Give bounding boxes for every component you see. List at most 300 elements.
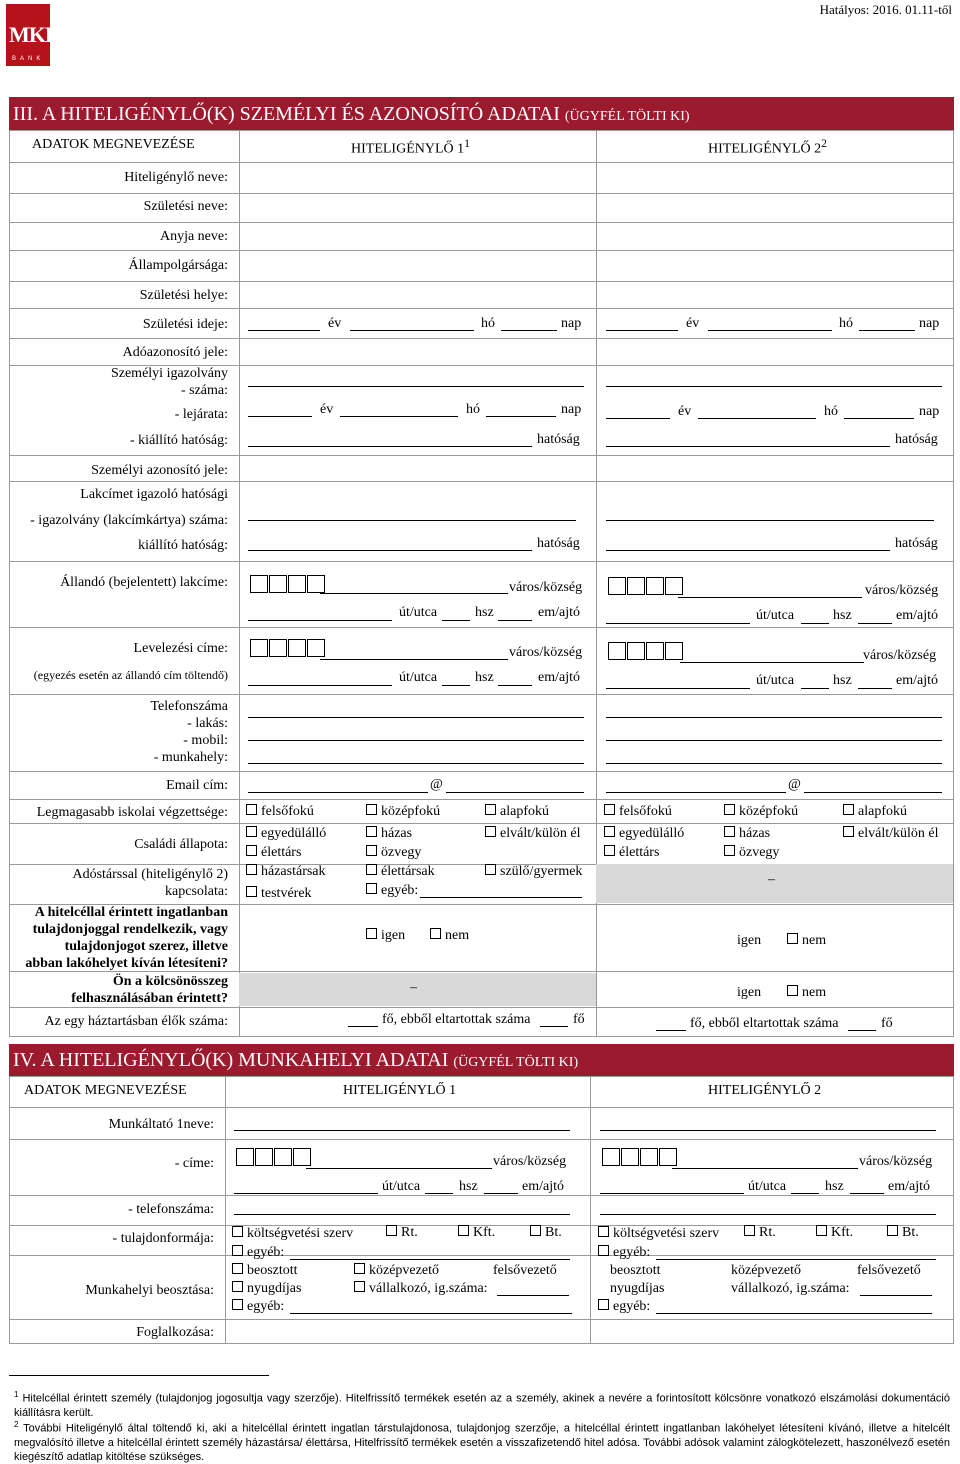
checkbox[interactable] <box>604 804 615 815</box>
s3-col-header-2 <box>708 137 827 158</box>
hsz-field-perm-2[interactable] <box>801 623 829 624</box>
zip-boxes-mail-1[interactable] <box>250 639 326 662</box>
own-other-1[interactable] <box>232 1245 284 1261</box>
zip-boxes-employer-2[interactable] <box>602 1148 678 1171</box>
id-exp-day-field-1[interactable] <box>486 416 556 417</box>
option-label: felsőfokú <box>261 804 314 819</box>
checkbox[interactable] <box>816 1225 827 1236</box>
edu-primary-2[interactable] <box>843 804 907 820</box>
usage-yes-2[interactable] <box>737 985 761 1001</box>
checkbox[interactable] <box>246 864 257 875</box>
checkbox[interactable] <box>232 1245 243 1256</box>
door-field-mail-2[interactable] <box>858 688 892 689</box>
door-field-perm-1[interactable] <box>498 620 532 621</box>
label-birth-place: Születési helye: <box>139 288 228 303</box>
phone-home-field-1[interactable] <box>248 717 584 718</box>
checkbox[interactable] <box>787 933 798 944</box>
hsz-field-employer-1[interactable] <box>425 1193 453 1194</box>
phone-mobile-field-2[interactable] <box>606 740 942 741</box>
label-addr-card-2: - igazolvány (lakcímkártya) száma: <box>30 513 228 528</box>
city-field-mail-2[interactable] <box>680 662 864 663</box>
option-label: élettárs <box>261 845 302 860</box>
label-id-card: Személyi igazolvány <box>110 366 228 381</box>
checkbox[interactable] <box>366 826 377 837</box>
employer-name-field-1[interactable] <box>234 1130 570 1131</box>
marital-widowed-2[interactable] <box>724 845 779 861</box>
grey-na-cell <box>239 973 596 1006</box>
dependents-field-1[interactable] <box>540 1026 568 1027</box>
street-field-employer-2[interactable] <box>600 1193 744 1194</box>
word-utca: út/utca <box>756 608 795 623</box>
label-property-3: tulajdonjogot szerez, illetve <box>64 939 228 954</box>
label-email: Email cím: <box>166 778 228 793</box>
word-hatosag: hatóság <box>895 432 938 447</box>
checkbox[interactable] <box>246 826 257 837</box>
checkbox[interactable] <box>530 1225 541 1236</box>
addr-card-field-1[interactable] <box>248 520 576 521</box>
checkbox[interactable] <box>232 1281 243 1292</box>
door-field-employer-2[interactable] <box>850 1193 884 1194</box>
checkbox[interactable] <box>430 928 441 939</box>
option-label: igen <box>381 928 406 943</box>
door-field-employer-1[interactable] <box>484 1193 518 1194</box>
label-property-2: tulajdonjoggal rendelkezik, vagy <box>32 922 228 937</box>
entrepreneur-number-field-2[interactable] <box>860 1295 932 1296</box>
s4-col-header-2: HITELIGÉNYLŐ 2 <box>708 1083 822 1098</box>
email-user-field-1[interactable] <box>248 792 428 793</box>
birth-month-field-2[interactable] <box>708 330 832 331</box>
checkbox[interactable] <box>843 826 854 837</box>
usage-no-2[interactable] <box>787 985 826 1001</box>
birth-day-field-1[interactable] <box>501 330 557 331</box>
checkbox[interactable] <box>366 883 377 894</box>
label-mother: Anyja neve: <box>159 229 228 244</box>
checkbox[interactable] <box>744 1225 755 1236</box>
checkbox[interactable] <box>366 845 377 856</box>
section-4-title-text: IV. A HITELIGÉNYLŐ(K) MUNKAHELYI ADATAI <box>13 1049 449 1071</box>
label-usage-2: felhasználásában érintett? <box>71 991 228 1006</box>
checkbox[interactable] <box>887 1225 898 1236</box>
household-count-field-1[interactable] <box>348 1026 378 1027</box>
option-label: Bt. <box>902 1225 919 1240</box>
word-emajto: em/ajtó <box>538 605 580 620</box>
own-rt-2[interactable] <box>744 1225 776 1241</box>
word-hatosag: hatóság <box>537 536 580 551</box>
option-label: nem <box>802 933 827 948</box>
word-varos: város/község <box>509 645 583 660</box>
employer-phone-field-2[interactable] <box>600 1214 936 1215</box>
edu-higher-2[interactable] <box>604 804 672 820</box>
option-label: igen <box>737 985 762 1000</box>
hsz-field-mail-1[interactable] <box>442 685 470 686</box>
household-count-field-2[interactable] <box>656 1030 686 1031</box>
word-ho: hó <box>466 402 480 417</box>
household-text-2: fő, ebből eltartottak száma <box>690 1016 839 1031</box>
checkbox[interactable] <box>458 1225 469 1236</box>
option-label: özvegy <box>739 845 780 860</box>
option-label: nem <box>802 985 827 1000</box>
option-label: felsővezető <box>857 1263 921 1278</box>
footnote-divider <box>9 1375 269 1376</box>
option-label: egyéb: <box>613 1245 651 1260</box>
word-ev: év <box>328 316 342 331</box>
option-label: középfokú <box>739 804 799 819</box>
label-marital: Családi állapota: <box>134 837 228 852</box>
marital-partner-2[interactable] <box>604 845 659 861</box>
label-employer-address: - címe: <box>174 1156 214 1171</box>
na-dash: – <box>768 872 775 887</box>
pos-retired-2[interactable] <box>610 1281 664 1297</box>
pos-senior-2[interactable] <box>857 1263 921 1279</box>
checkbox[interactable] <box>724 804 735 815</box>
label-tax-id: Adóazonosító jele: <box>122 345 228 360</box>
label-codebtor-1: Adóstárssal (hiteligénylő 2) <box>72 867 228 882</box>
label-mail-note: (egyezés esetén az állandó cím töltendő) <box>33 668 228 682</box>
footnote-2-number: 2 <box>14 1420 19 1429</box>
own-rt-1[interactable] <box>386 1225 418 1241</box>
word-emajto: em/ajtó <box>888 1179 930 1194</box>
pos-other-1[interactable] <box>232 1299 284 1315</box>
option-label: egyedülálló <box>261 826 327 841</box>
property-no-1[interactable] <box>430 928 469 944</box>
checkbox[interactable] <box>354 1263 365 1274</box>
word-hsz: hsz <box>833 673 852 688</box>
checkbox[interactable] <box>485 864 496 875</box>
checkbox[interactable] <box>787 985 798 996</box>
rel-other[interactable] <box>366 883 418 899</box>
word-nap: nap <box>561 402 582 417</box>
section-3-title-text: III. A HITELIGÉNYLŐ(K) SZEMÉLYI ÉS AZONOSÍTÓ ADATAI <box>13 103 560 125</box>
checkbox[interactable] <box>386 1225 397 1236</box>
option-label: vállalkozó, ig.száma: <box>731 1281 850 1296</box>
option-label: elvált/külön él <box>858 826 939 841</box>
label-usage-1: Ön a kölcsönösszeg <box>112 974 228 989</box>
option-label: nyugdíjas <box>247 1281 302 1296</box>
phone-mobile-field-1[interactable] <box>248 740 584 741</box>
pos-middle-2[interactable] <box>731 1263 801 1279</box>
marital-single-2[interactable] <box>604 826 684 842</box>
own-budget-1[interactable] <box>232 1226 353 1242</box>
marital-widowed-1[interactable] <box>366 845 421 861</box>
id-exp-day-field-2[interactable] <box>844 418 914 419</box>
checkbox[interactable] <box>246 804 257 815</box>
word-emajto: em/ajtó <box>522 1179 564 1194</box>
pos-senior-1[interactable] <box>493 1263 557 1279</box>
label-id-issuer: - kiállító hatóság: <box>130 433 228 448</box>
label-mail-address: Levelezési címe: <box>133 641 228 656</box>
id-number-field-1[interactable] <box>248 386 584 387</box>
s3-col-header-1 <box>351 137 470 158</box>
label-occupation: Foglalkozása: <box>136 1325 214 1340</box>
footnote-1-text: Hitelcéllal érintett személy (tulajdonjog jogosultja vagy szerzője). Hitelfrissítő termékek esetén az a személy, akinek a nevére a forintosított kölcsönre vonatkozó elszámolási dokumentáció kiállításra került. <box>14 1392 950 1419</box>
email-user-field-2[interactable] <box>606 792 786 793</box>
option-label: Rt. <box>759 1225 776 1240</box>
checkbox[interactable] <box>232 1299 243 1310</box>
word-utca: út/utca <box>399 670 438 685</box>
street-field-mail-1[interactable] <box>248 685 392 686</box>
option-label: beosztott <box>247 1263 298 1278</box>
word-utca: út/utca <box>382 1179 421 1194</box>
property-no-2[interactable] <box>787 933 826 949</box>
s4-col-header-1: HITELIGÉNYLŐ 1 <box>343 1083 457 1098</box>
own-kft-2[interactable] <box>816 1225 853 1241</box>
pos-other-2[interactable] <box>598 1299 650 1315</box>
section-4-title <box>9 1044 954 1076</box>
word-ev: év <box>320 402 334 417</box>
rel-parent-child[interactable] <box>485 864 582 880</box>
birth-year-field-2[interactable] <box>606 330 678 331</box>
label-phone-mobile: - mobil: <box>183 733 228 748</box>
option-label: egyéb: <box>247 1299 285 1314</box>
word-ev: év <box>686 316 700 331</box>
label-codebtor-2: kapcsolata: <box>165 884 228 899</box>
zip-boxes-employer-1[interactable] <box>236 1148 312 1171</box>
checkbox[interactable] <box>366 804 377 815</box>
pos-middle-1[interactable] <box>354 1263 439 1279</box>
label-name: Hiteligénylő neve: <box>124 170 228 185</box>
id-number-field-2[interactable] <box>606 386 942 387</box>
hsz-field-mail-2[interactable] <box>801 688 829 689</box>
option-label: alapfokú <box>500 804 549 819</box>
dependents-field-2[interactable] <box>848 1030 876 1031</box>
household-fo-1: fő <box>573 1012 585 1027</box>
rel-other-field[interactable] <box>420 897 582 898</box>
pos-entrepreneur-2[interactable] <box>731 1281 850 1297</box>
marital-married-1[interactable] <box>366 826 412 842</box>
word-utca: út/utca <box>399 605 438 620</box>
street-field-mail-2[interactable] <box>606 688 750 689</box>
label-addr-issuer: kiállító hatóság: <box>138 538 228 553</box>
word-ev: év <box>678 404 692 419</box>
household-fo-2: fő <box>881 1016 893 1031</box>
label-birth-date: Születési ideje: <box>142 317 228 332</box>
word-utca: út/utca <box>756 673 795 688</box>
word-nap: nap <box>919 404 940 419</box>
own-bt-2[interactable] <box>887 1225 919 1241</box>
checkbox[interactable] <box>485 826 496 837</box>
label-position: Munkahelyi beosztása: <box>85 1283 214 1298</box>
marital-single-1[interactable] <box>246 826 326 842</box>
word-varos: város/község <box>863 648 937 663</box>
employer-phone-field-1[interactable] <box>234 1214 570 1215</box>
checkbox[interactable] <box>485 804 496 815</box>
option-label: szülő/gyermek <box>500 864 583 879</box>
footnote-ref-2: 2 <box>821 137 827 150</box>
street-field-perm-1[interactable] <box>248 620 392 621</box>
option-label: középvezető <box>731 1263 801 1278</box>
phone-home-field-2[interactable] <box>606 717 942 718</box>
logo-text: MKB <box>9 22 59 47</box>
checkbox[interactable] <box>724 845 735 856</box>
addr-issuer-field-1[interactable] <box>248 550 532 551</box>
s3-col1-text: HITELIGÉNYLŐ 1 <box>351 141 465 157</box>
option-label: költségvetési szerv <box>613 1226 720 1241</box>
section-4-title-note: (ÜGYFÉL TÖLTI KI) <box>453 1055 579 1070</box>
birth-month-field-1[interactable] <box>350 330 474 331</box>
word-hsz: hsz <box>825 1179 844 1194</box>
label-id-number: - száma: <box>180 383 228 398</box>
checkbox[interactable] <box>354 1281 365 1292</box>
footnote-ref-1: 1 <box>464 137 470 150</box>
birth-day-field-2[interactable] <box>859 330 915 331</box>
edu-higher-1[interactable] <box>246 804 314 820</box>
option-label: házastársak <box>261 864 326 879</box>
option-label: alapfokú <box>858 804 907 819</box>
valid-from: Hatályos: 2016. 01.11-től <box>819 2 952 17</box>
hsz-field-employer-2[interactable] <box>791 1193 819 1194</box>
option-label: költségvetési szerv <box>247 1226 354 1241</box>
own-other-2[interactable] <box>598 1245 650 1261</box>
option-label: nem <box>445 928 470 943</box>
marital-partner-1[interactable] <box>246 845 301 861</box>
checkbox[interactable] <box>366 864 377 875</box>
addr-issuer-field-2[interactable] <box>606 550 890 551</box>
pos-other-field-2[interactable] <box>656 1313 932 1314</box>
checkbox[interactable] <box>598 1226 609 1237</box>
option-label: vállalkozó, ig.száma: <box>369 1281 488 1296</box>
birth-year-field-1[interactable] <box>248 330 320 331</box>
footnote-2-text: További Hiteligénylő által töltendő ki, aki a hitelcéllal érintett ingatlan társtulajdonosa, tulajdonjog szerzője, a hitelcéllal érintett ingatlanban lakóhelyet létesíteni kívánó, illetve a hitelcélt megvalósító illetve a hitelcéllal érintett személy házastársa/ élettársa, Hitelfrissítő termékek esetén a visszafizetendő hitel adósa. További adósok valamint zálogkötelezett, haszonélvező esetén kiegészítő adatlap kitöltése szükséges. <box>14 1422 950 1463</box>
id-exp-month-field-1[interactable] <box>340 416 458 417</box>
own-other-field-2[interactable] <box>656 1259 936 1260</box>
word-hsz: hsz <box>459 1179 478 1194</box>
option-label: beosztott <box>610 1263 661 1278</box>
pos-other-field-1[interactable] <box>290 1313 572 1314</box>
word-varos: város/község <box>859 1154 933 1169</box>
word-ho: hó <box>481 316 495 331</box>
option-label: felsővezető <box>493 1263 557 1278</box>
word-hsz: hsz <box>475 670 494 685</box>
word-emajto: em/ajtó <box>896 673 938 688</box>
edu-secondary-1[interactable] <box>366 804 440 820</box>
street-field-perm-2[interactable] <box>606 623 750 624</box>
pos-retired-1[interactable] <box>232 1281 301 1297</box>
city-field-perm-1[interactable] <box>320 593 508 594</box>
option-label: elvált/külön él <box>500 826 581 841</box>
label-employer-phone: - telefonszáma: <box>128 1202 214 1217</box>
rel-spouses[interactable] <box>246 864 326 880</box>
edu-primary-1[interactable] <box>485 804 549 820</box>
checkbox[interactable] <box>232 1263 243 1274</box>
hsz-field-perm-1[interactable] <box>442 620 470 621</box>
mkb-logo <box>6 4 59 66</box>
marital-married-2[interactable] <box>724 826 770 842</box>
city-field-employer-1[interactable] <box>306 1168 492 1169</box>
option-label: házas <box>739 826 771 841</box>
label-household: Az egy háztartásban élők száma: <box>44 1014 228 1029</box>
checkbox[interactable] <box>246 845 257 856</box>
label-employer: Munkáltató 1neve: <box>108 1117 214 1132</box>
label-education: Legmagasabb iskolai végzettsége: <box>36 805 228 820</box>
label-personal-id: Személyi azonosító jele: <box>91 463 228 478</box>
email-domain-field-2[interactable] <box>804 792 942 793</box>
s3-col-header-0: ADATOK MEGNEVEZÉSE <box>32 137 195 152</box>
footnote-1-number: 1 <box>14 1390 19 1399</box>
label-birth-name: Születési neve: <box>143 199 228 214</box>
checkbox[interactable] <box>843 804 854 815</box>
label-id-expiry: - lejárata: <box>174 407 228 422</box>
email-domain-field-1[interactable] <box>446 792 584 793</box>
option-label: élettársak <box>381 864 435 879</box>
footnote-2 <box>14 1418 950 1464</box>
door-field-mail-1[interactable] <box>498 685 532 686</box>
option-label: özvegy <box>381 845 422 860</box>
label-phone: Telefonszáma <box>150 699 228 714</box>
street-field-employer-1[interactable] <box>234 1193 378 1194</box>
checkbox[interactable] <box>246 886 257 897</box>
phone-work-field-1[interactable] <box>248 763 584 764</box>
s3-col2-text: HITELIGÉNYLŐ 2 <box>708 141 822 157</box>
word-ho: hó <box>824 404 838 419</box>
option-label: középvezető <box>369 1263 439 1278</box>
id-exp-year-field-1[interactable] <box>248 416 312 417</box>
zip-boxes-perm-1[interactable] <box>250 575 326 598</box>
option-label: Kft. <box>473 1225 496 1240</box>
checkbox[interactable] <box>598 1299 609 1310</box>
checkbox[interactable] <box>598 1245 609 1256</box>
edu-secondary-2[interactable] <box>724 804 798 820</box>
city-field-mail-1[interactable] <box>320 659 508 660</box>
entrepreneur-number-field-1[interactable] <box>497 1295 569 1296</box>
pos-employee-2[interactable] <box>610 1263 661 1279</box>
own-other-field-1[interactable] <box>290 1259 570 1260</box>
own-budget-2[interactable] <box>598 1226 719 1242</box>
pos-employee-1[interactable] <box>232 1263 298 1279</box>
label-addr-card-1: Lakcímet igazoló hatósági <box>80 487 228 502</box>
id-exp-month-field-2[interactable] <box>698 418 816 419</box>
label-property-1: A hitelcéllal érintett ingatlanban <box>34 905 228 920</box>
checkbox[interactable] <box>604 826 615 837</box>
marital-divorced-2[interactable] <box>843 826 938 842</box>
option-label: testvérek <box>261 886 312 901</box>
id-issuer-field-1[interactable] <box>248 446 532 447</box>
city-field-perm-2[interactable] <box>678 597 862 598</box>
pos-entrepreneur-1[interactable] <box>354 1281 488 1297</box>
label-property-4: abban lakóhelyet kíván létesíteni? <box>25 956 228 971</box>
option-label: Bt. <box>545 1225 562 1240</box>
option-label: Kft. <box>831 1225 854 1240</box>
addr-card-field-2[interactable] <box>606 520 934 521</box>
door-field-perm-2[interactable] <box>858 623 892 624</box>
id-issuer-field-2[interactable] <box>606 446 890 447</box>
label-phone-home: - lakás: <box>187 716 228 731</box>
checkbox[interactable] <box>604 845 615 856</box>
marital-divorced-1[interactable] <box>485 826 580 842</box>
option-label: egyéb: <box>247 1245 285 1260</box>
rel-partners[interactable] <box>366 864 435 880</box>
zip-boxes-mail-2[interactable] <box>608 642 684 665</box>
option-label: élettárs <box>619 845 660 860</box>
option-label: Rt. <box>401 1225 418 1240</box>
employer-name-field-2[interactable] <box>600 1130 936 1131</box>
own-bt-1[interactable] <box>530 1225 562 1241</box>
zip-boxes-perm-2[interactable] <box>608 577 684 600</box>
city-field-employer-2[interactable] <box>672 1168 858 1169</box>
checkbox[interactable] <box>232 1226 243 1237</box>
property-yes-1[interactable] <box>366 928 405 944</box>
checkbox[interactable] <box>366 928 377 939</box>
checkbox[interactable] <box>724 826 735 837</box>
option-label: nyugdíjas <box>610 1281 665 1296</box>
phone-work-field-2[interactable] <box>606 763 942 764</box>
label-citizenship: Állampolgársága: <box>128 258 228 273</box>
word-emajto: em/ajtó <box>896 608 938 623</box>
own-kft-1[interactable] <box>458 1225 495 1241</box>
property-yes-2[interactable] <box>737 933 761 949</box>
option-label: igen <box>737 933 762 948</box>
id-exp-year-field-2[interactable] <box>606 418 670 419</box>
rel-siblings[interactable] <box>246 886 312 902</box>
